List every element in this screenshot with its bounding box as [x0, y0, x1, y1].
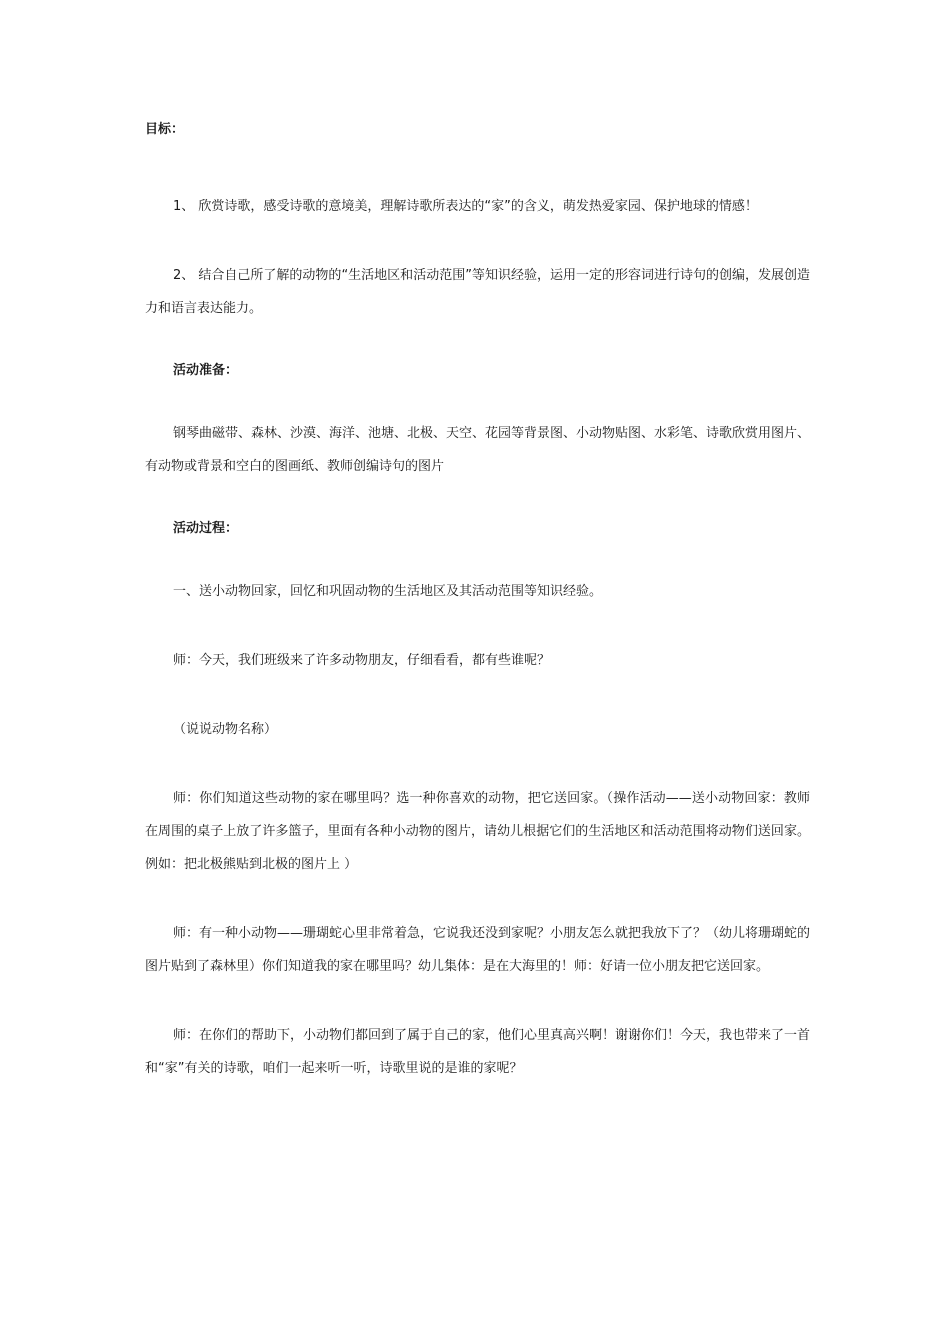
- process-heading: 活动过程：: [173, 521, 239, 536]
- prep-text: 钢琴曲磁带、森林、沙漠、海洋、池塘、北极、天空、花园等背景图、小动物贴图、水彩笔、诗歌欣赏用图片、有动物或背景和空白的图画纸、教师创编诗句的图片: [145, 426, 811, 474]
- step-1: 一、送小动物回家，回忆和巩固动物的生活地区及其活动范围等知识经验。: [173, 584, 603, 599]
- goal-item-1: 1、 欣赏诗歌，感受诗歌的意境美，理解诗歌所表达的“家”的含义，萌发热爱家园、保护地球的情感！: [173, 199, 758, 214]
- goal-heading: 目标：: [145, 122, 185, 137]
- paragraph-4: 师：有一种小动物——珊瑚蛇心里非常着急，它说我还没到家呢？小朋友怎么就把我放下了？（幼儿将珊瑚蛇的图片贴到了森林里）你们知道我的家在哪里吗？幼儿集体：是在大海里的！师：好请一位小朋友把它送回家。: [145, 926, 811, 974]
- paragraph-3: 师：你们知道这些动物的家在哪里吗？选一种你喜欢的动物，把它送回家。（操作活动——送小动物回家：教师在周围的桌子上放了许多篮子，里面有各种小动物的图片，请幼儿根据它们的生活地区和活动范围将动物们送回家。例如：把北极熊贴到北极的图片上 ）: [145, 791, 810, 872]
- paragraph-1: 师：今天，我们班级来了许多动物朋友，仔细看看，都有些谁呢？: [173, 653, 551, 668]
- prep-heading: 活动准备：: [173, 363, 239, 378]
- paragraph-2: （说说动物名称）: [173, 722, 278, 737]
- document-page: [145, 120, 810, 1085]
- paragraph-5: 师：在你们的帮助下，小动物们都回到了属于自己的家，他们心里真高兴啊！谢谢你们！今天，我也带来了一首和“家”有关的诗歌，咱们一起来听一听，诗歌里说的是谁的家呢？: [145, 1028, 811, 1076]
- goal-item-2: 2、 结合自己所了解的动物的“生活地区和活动范围”等知识经验，运用一定的形容词进行诗句的创编，发展创造力和语言表达能力。: [145, 268, 810, 316]
